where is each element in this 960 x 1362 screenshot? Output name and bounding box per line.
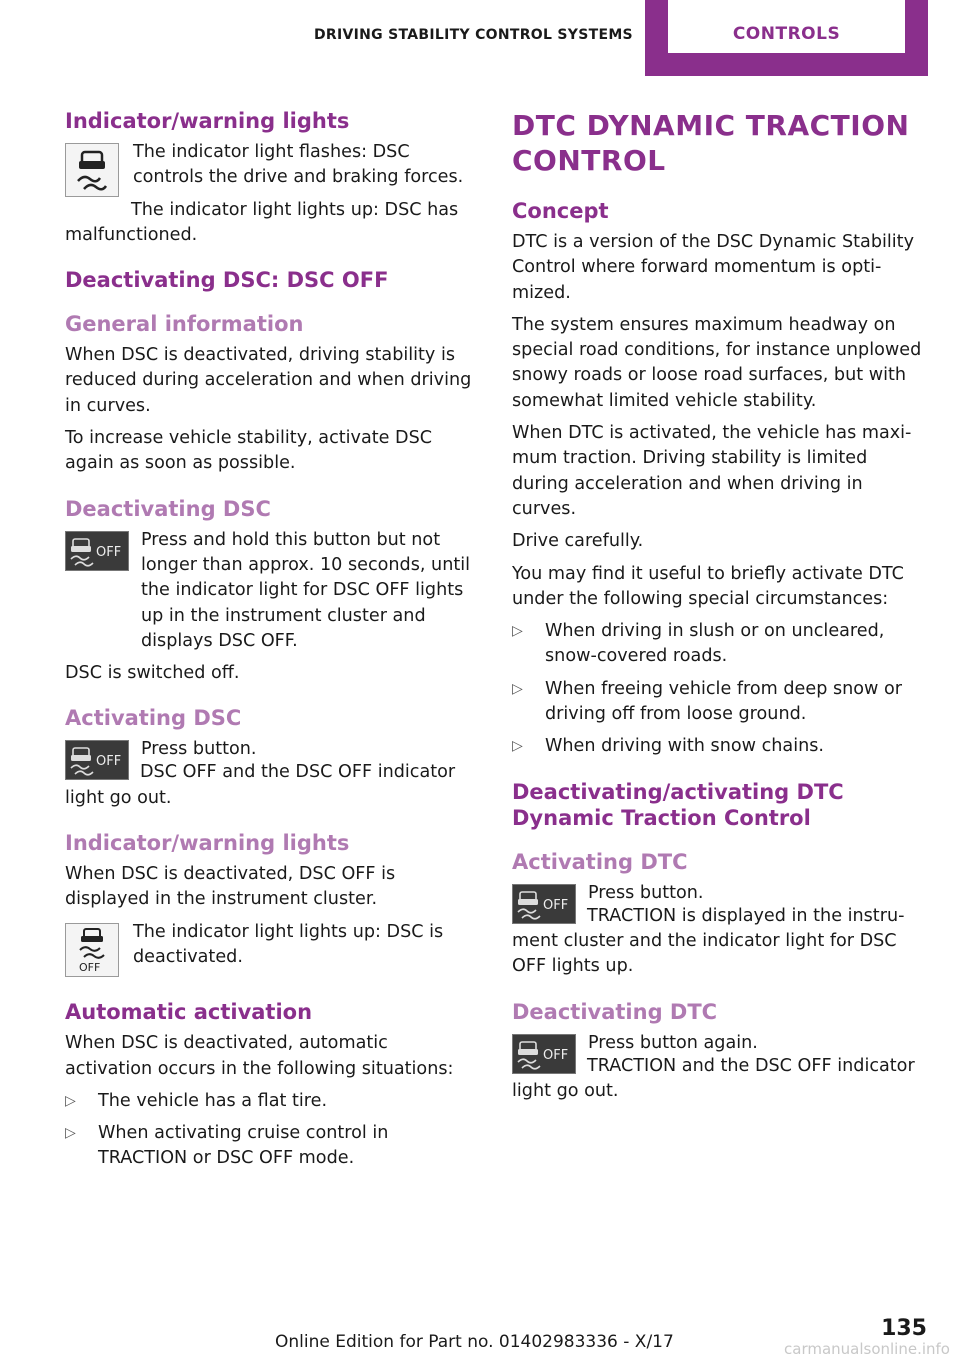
list-item: ▷ When driving in slush or on uncleared, snow-covered roads. bbox=[512, 621, 885, 667]
left-column bbox=[65, 108, 475, 1179]
heading-indicator-lights-2: Indicator/warning lights bbox=[65, 831, 350, 856]
concept-text-1: DTC is a version of the DSC Dynamic Stability Control where forward momentum is optimized. bbox=[512, 232, 914, 303]
general-info-text-2: To increase vehicle stability, activate DSC again as soon as possible. bbox=[65, 428, 433, 474]
list-item: ▷ When activating cruise control in TRACTION or DSC OFF mode. bbox=[65, 1123, 389, 1169]
concept-text-2: The system ensures maximum headway on special road conditions, for instance unplowed snowy roads or loose road surfaces, but with somewhat limited vehicle stability. bbox=[512, 314, 922, 411]
concept-text-4: Drive carefully. bbox=[512, 531, 644, 552]
indicator-flash-text: The indicator light flashes: DSC controls the drive and braking forces. bbox=[133, 142, 464, 188]
off-label: OFF bbox=[96, 544, 122, 560]
right-column bbox=[512, 108, 927, 1111]
deactivate-dtc-result-text: TRACTION and the DSC OFF indicator light go out. bbox=[512, 1055, 915, 1101]
bullet-triangle-icon: ▷ bbox=[512, 623, 523, 640]
deactivate-dtc-press-text: Press button again. bbox=[588, 1032, 758, 1053]
concept-text-3: When DTC is activated, the vehicle has maximum traction. Driving stability is limited during acceleration and when driving in curves. bbox=[512, 423, 912, 519]
activate-dsc-press-text: Press button. bbox=[141, 739, 257, 760]
heading-deactivating-dtc: Deactivating DTC bbox=[512, 999, 718, 1024]
heading-deactivating-dsc-off: Deactivating DSC: DSC OFF bbox=[65, 268, 389, 293]
page-number: 135 bbox=[881, 1316, 927, 1341]
list-item: ▷ The vehicle has a flat tire. bbox=[65, 1089, 475, 1114]
watermark: carmanualsonline.info bbox=[784, 1340, 950, 1358]
heading-indicator-lights: Indicator/warning lights bbox=[65, 109, 350, 133]
heading-deactivating-dsc: Deactivating DSC bbox=[65, 496, 271, 521]
indicator-2-text-1: When DSC is deactivated, DSC OFF is displayed in the instrument cluster. bbox=[65, 864, 396, 910]
heading-deactivating-activating-dtc: Deactivating/activating DTC Dynamic Traction Control bbox=[512, 779, 844, 830]
heading-automatic-activation: Automatic activation bbox=[65, 1000, 313, 1025]
heading-concept: Concept bbox=[512, 199, 609, 223]
header-section-title: DRIVING STABILITY CONTROL SYSTEMS bbox=[314, 27, 633, 43]
dsc-off-button-icon bbox=[65, 740, 129, 780]
indicator-lights-text: The indicator light lights up: DSC has malfunctioned. bbox=[65, 199, 459, 245]
general-info-text-1: When DSC is deactivated, driving stability is reduced during acceleration and when driving in curves. bbox=[65, 345, 472, 416]
header-chapter-label: CONTROLS bbox=[668, 0, 905, 53]
activate-dtc-press-text: Press button. bbox=[588, 882, 704, 903]
dtc-circumstances-list bbox=[512, 619, 927, 759]
deactivate-dsc-text: Press and hold this button but not longer than approx. 10 seconds, until the indicator light for DSC OFF lights up in the instrument cluster and displays DSC OFF. bbox=[141, 529, 471, 651]
list-item: ▷ When freeing vehicle from deep snow or driving off from loose ground. bbox=[512, 678, 903, 725]
bullet-triangle-icon: ▷ bbox=[65, 1092, 76, 1109]
activate-dsc-result-text: DSC OFF and the DSC OFF indicator light go out. bbox=[65, 762, 456, 808]
dsc-switched-off-text: DSC is switched off. bbox=[65, 663, 240, 684]
dsc-off-button-icon bbox=[512, 1034, 576, 1074]
dsc-off-button-icon bbox=[65, 531, 129, 571]
dsc-off-button-icon bbox=[512, 884, 576, 924]
off-label: OFF bbox=[543, 897, 569, 913]
bullet-triangle-icon: ▷ bbox=[512, 680, 523, 697]
off-label: OFF bbox=[543, 1047, 569, 1063]
off-label: OFF bbox=[79, 960, 101, 974]
footer-edition: Online Edition for Part no. 01402983336 - X/17 bbox=[275, 1332, 674, 1352]
header-chapter-tab bbox=[645, 0, 928, 76]
auto-activation-text: When DSC is deactivated, automatic activation occurs in the following situations: bbox=[65, 1033, 454, 1079]
heading-activating-dsc: Activating DSC bbox=[65, 706, 242, 731]
concept-text-5: You may find it useful to briefly activate DTC under the following special circumstances: bbox=[512, 563, 904, 609]
indicator-2-text-2: The indicator light lights up: DSC is deactivated. bbox=[133, 921, 444, 967]
heading-activating-dtc: Activating DTC bbox=[512, 849, 688, 874]
dsc-off-indicator-icon bbox=[65, 923, 119, 977]
list-item: ▷ When driving with snow chains. bbox=[512, 734, 927, 759]
bullet-triangle-icon: ▷ bbox=[512, 738, 523, 755]
heading-general-information: General information bbox=[65, 312, 304, 337]
activate-dtc-result-text: TRACTION is displayed in the instrument cluster and the indicator light for DSC OFF lights up. bbox=[512, 905, 905, 977]
bullet-triangle-icon: ▷ bbox=[65, 1125, 76, 1142]
heading-dtc-dynamic-traction-control: DTC DYNAMIC TRACTION CONTROL bbox=[512, 109, 910, 177]
off-label: OFF bbox=[96, 754, 122, 770]
dsc-warning-icon bbox=[65, 143, 119, 197]
auto-activation-list bbox=[65, 1089, 475, 1172]
